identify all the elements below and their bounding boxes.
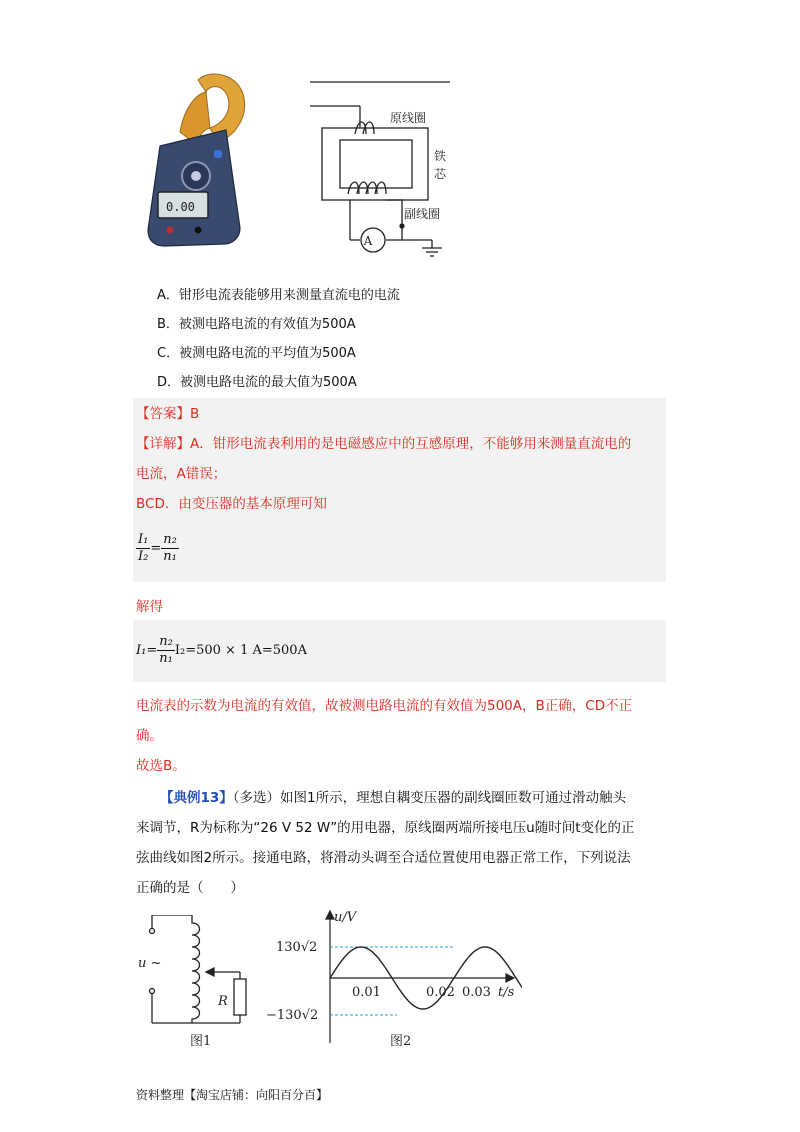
formula2-eq: = [146, 643, 158, 658]
formula2-rest: I₂=500 × 1 A=500A [174, 643, 307, 658]
secondary-coil-label: 副线圈 [404, 207, 441, 221]
example-tag: 【典例13】 [160, 790, 233, 806]
iron-core-label-1: 铁 [434, 149, 447, 163]
detail-line-2: 电流，A错误； [136, 466, 227, 482]
solution-block [133, 398, 666, 582]
y-max-label: 130√2 [276, 940, 318, 955]
x-tick-2: 0.02 [426, 985, 455, 1000]
option-d: D．被测电路电流的最大值为500A [157, 375, 357, 390]
transformer-diagram [300, 78, 460, 258]
u-source-label: u ~ [138, 956, 162, 971]
formula2-lhs: I₁ [136, 643, 147, 658]
meter-display-text: 0.00 [166, 200, 195, 214]
clamp-meter-image [140, 68, 250, 250]
figure1-caption: 图1 [190, 1034, 212, 1049]
detail-line-3: BCD．由变压器的基本原理可知 [136, 496, 327, 512]
y-min-label: −130√2 [266, 1008, 319, 1023]
formula-result [136, 634, 307, 667]
formula1-rhs-num: n₂ [163, 532, 177, 547]
formula1-lhs-den: I₂ [138, 549, 149, 564]
figure1-circuit [130, 915, 270, 1050]
formula1-lhs-num: I₁ [138, 532, 149, 547]
example-line-4: 正确的是（ ） [136, 880, 244, 896]
option-c: C．被测电路电流的平均值为500A [157, 346, 356, 361]
footer-text: 资料整理【淘宝店铺：向阳百分百】 [136, 1088, 329, 1102]
primary-coil-label: 原线圈 [390, 111, 427, 125]
formula2-num: n₂ [159, 634, 173, 649]
resistor-label: R [218, 994, 228, 1009]
answer-label: 【答案】 [136, 406, 190, 422]
option-b: B．被测电路电流的有效值为500A [157, 317, 356, 332]
formula1-eq: = [150, 541, 162, 556]
y-axis-label: u/V [334, 910, 357, 925]
detail-text-1: A．钳形电流表利用的是电磁感应中的互感原理，不能够用来测量直流电的 [190, 436, 632, 452]
example-line-2: 来调节，R为标称为“26 V 52 W”的用电器，原线圈两端所接电压u随时间t变化的正 [136, 820, 635, 836]
answer-line [136, 402, 199, 422]
figure2-caption: 图2 [390, 1034, 412, 1049]
formula-ratio [136, 532, 179, 565]
detail-line-1 [136, 432, 631, 452]
solve-label: 解得 [136, 599, 163, 615]
x-tick-1: 0.01 [352, 985, 381, 1000]
conclusion-line-2: 确。 [136, 728, 163, 744]
formula2-den: n₁ [159, 651, 173, 666]
figure2-graph [262, 905, 522, 1050]
conclusion-line-1: 电流表的示数为电流的有效值，故被测电路电流的有效值为500A，B正确，CD不正 [136, 698, 633, 714]
example-line-3: 弦曲线如图2所示。接通电路，将滑动头调至合适位置使用电器正常工作，下列说法 [136, 850, 631, 866]
example-line-1 [160, 786, 626, 806]
conclusion-line-3: 故选B。 [136, 758, 186, 774]
option-a: A．钳形电流表能够用来测量直流电的电流 [157, 288, 400, 303]
example-text-1: （多选）如图1所示，理想自耦变压器的副线圈匝数可通过滑动触头 [232, 790, 627, 806]
detail-label: 【详解】 [136, 436, 190, 452]
answer-value: B [190, 406, 200, 422]
iron-core-label-2: 芯 [434, 167, 447, 181]
x-axis-label: t/s [498, 985, 515, 1000]
formula1-rhs-den: n₁ [163, 549, 177, 564]
x-tick-3: 0.03 [462, 985, 491, 1000]
ammeter-label: A [363, 234, 373, 248]
